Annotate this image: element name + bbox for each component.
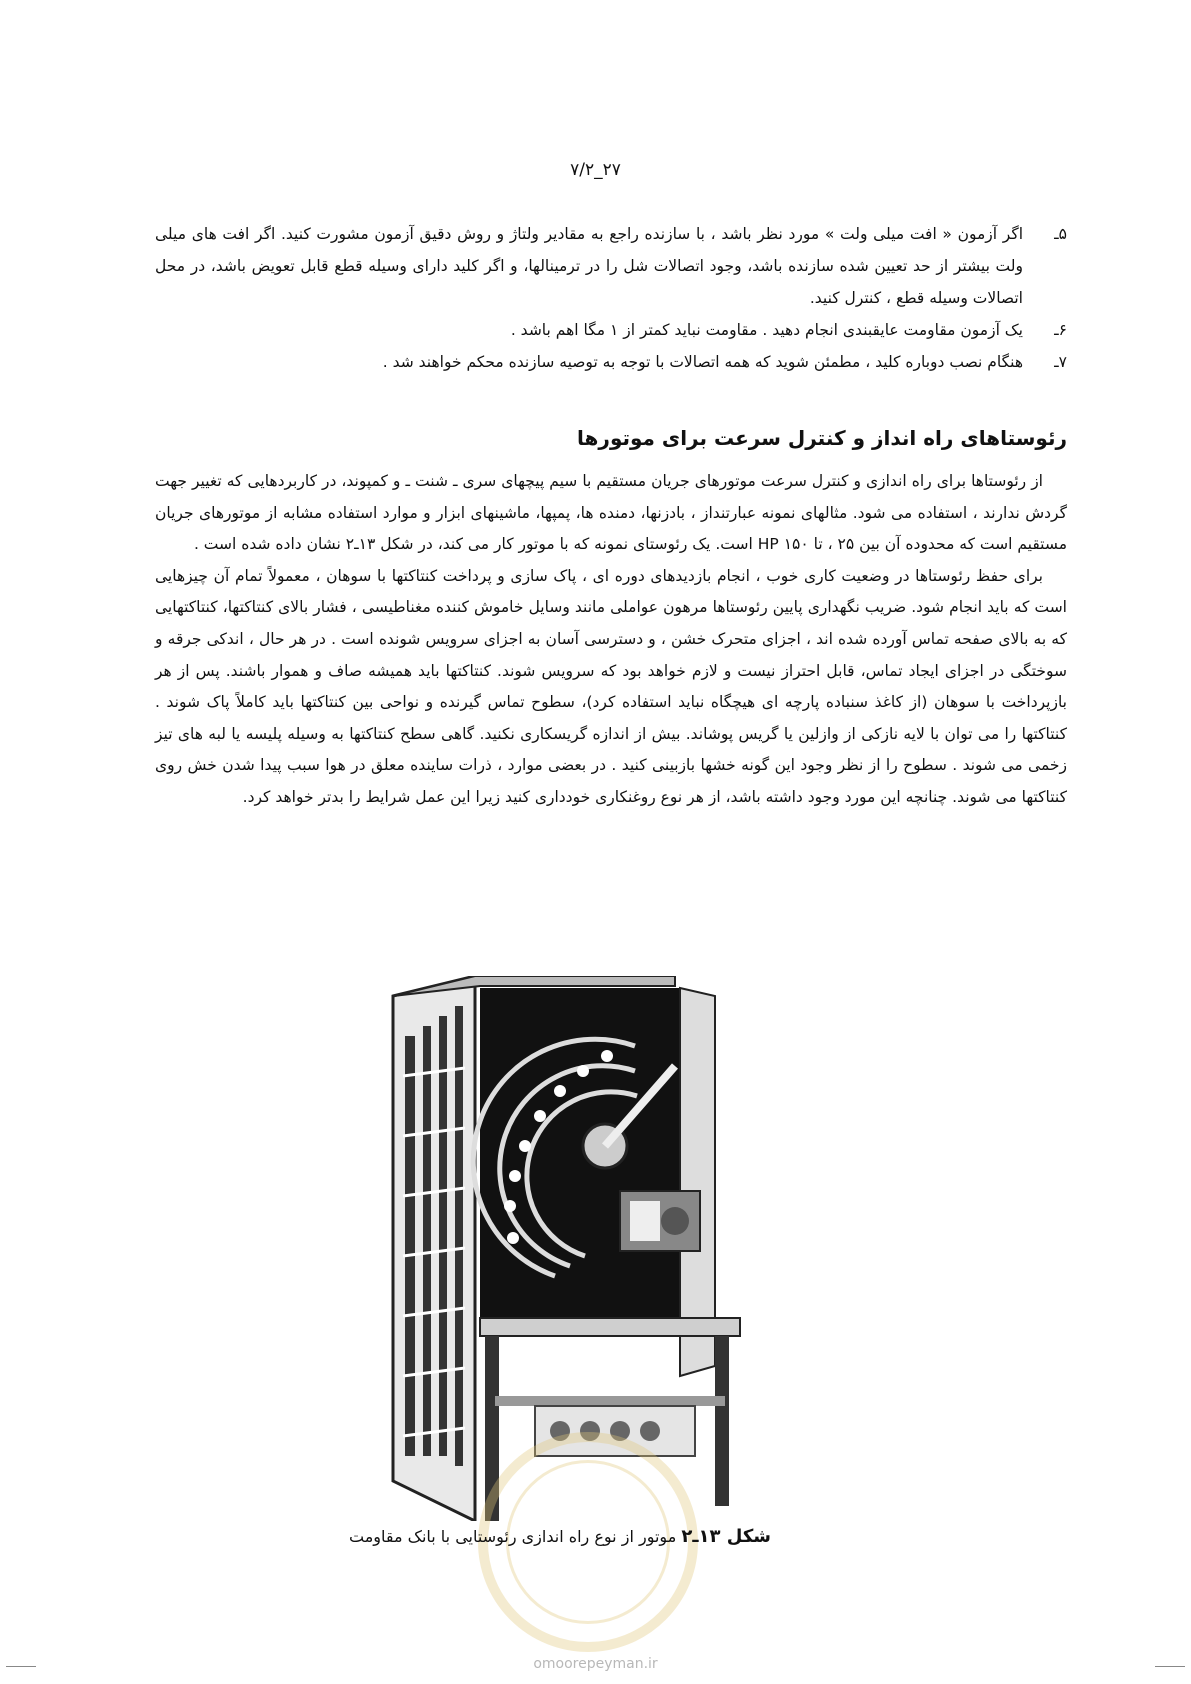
page-number: ۷/۲_۲۷: [570, 160, 621, 180]
list-item-text: هنگام نصب دوباره کلید ، مطمئن شوید که همه اتصالات با توجه به توصیه سازنده محکم خواهند شد .: [382, 353, 1023, 371]
right-edge-mark: [1155, 1666, 1185, 1667]
numbered-list: [155, 218, 1067, 378]
footer-site-label: omoorepeyman.ir: [533, 1656, 658, 1672]
figure-caption: [250, 1526, 870, 1547]
list-item-number: ۷ـ: [1054, 353, 1067, 371]
left-edge-mark: [6, 1666, 36, 1667]
paragraph: از رئوستاها برای راه اندازی و کنترل سرعت موتورهای جریان مستقیم با سیم پیچهای سری ـ شنت ـ و کمپوند، در کاربردهایی که تغییر جهت گردش ندارند ، استفاده می شود. مثالهای نمونه عبارتنداز ، بادزنها، دمنده ها، پمپها، ماشینهای ابزار و موارد استفاده مشابه از موتورهای جریان مستقیم است که محدوده آن بین ۲۵ ، تا ۱۵۰ HP است. یک رئوستای نمونه که با موتور کار می کند، در شکل ۱۳ـ۲ نشان داده شده است .: [155, 472, 1067, 554]
list-item: [155, 314, 1067, 346]
list-item-number: ۶ـ: [1054, 321, 1067, 339]
list-item-text: اگر آزمون « افت میلی ولت » مورد نظر باشد ، با سازنده راجع به مقادیر ولتاژ و روش دقیق آزمون مشورت کنید. اگر افت های میلی ولت بیشتر از حد تعیین شده سازنده باشد، وجود اتصالات شل را در ترمینالها، و اگر کلید دارای وسیله قطع قابل تعویض باشد، در محل اتصالات وسیله قطع ، کنترل کنید.: [155, 225, 1023, 307]
paragraph: برای حفظ رئوستاها در وضعیت کاری خوب ، انجام بازدیدهای دوره ای ، پاک سازی و پرداخت کنتاکتها با سوهان ، معمولاً تمام آن چیزهایی است که باید انجام شود. ضریب نگهداری پایین رئوستاها مرهون عواملی مانند وسایل خاموش کننده مغناطیسی ، فشار بالای کنتاکتها، کنتاکتهایی که به بالای صفحه تماس آورده شده اند ، اجزای متحرک خشن ، و دسترسی آسان به اجزای سرویس شونده است . در هر حال ، اندکی جرقه و سوختگی در اجزای ایجاد تماس، قابل احتراز نیست و لازم خواهد بود که سرویس شوند. کنتاکتها باید همیشه صاف و هموار باشند. پس از هر بازپرداخت با سوهان (از کاغذ سنباده پارچه ای هیچگاه نباید استفاده کرد)، سطوح تماس گیرنده و نواحی بین کنتاکتها باید کاملاً پاک شوند . کنتاکتها را می توان با لایه نازکی از وازلین یا گریس پوشاند. بیش از اندازه گریسکاری نکنید. گاهی سطح کنتاکتها به وسیله پلیسه یا لبه های تیز زخمی می شوند . سطوح را از نظر وجود این گونه خشها بازبینی کنید . در بعضی موارد ، ذرات ساینده معلق در هوا سبب پیدا شدن خش روی کنتاکتها می شوند. چنانچه این مورد وجود داشته باشد، از هر نوع روغنکاری خودداری کنید زیرا این عمل شرایط را بدتر خواهد کرد.: [155, 566, 1067, 806]
list-item-number: ۵ـ: [1054, 225, 1067, 243]
list-item-text: یک آزمون مقاومت عایقبندی انجام دهید . مقاومت نباید کمتر از ۱ مگا اهم باشد .: [510, 321, 1023, 339]
figure-caption-label: شکل ۱۳ـ۲: [681, 1526, 772, 1547]
section-title: رئوستاهای راه انداز و کنترل سرعت برای موتورها: [577, 426, 1067, 450]
figure-caption-text: موتور از نوع راه اندازی رئوستایی با بانک مقاومت: [348, 1527, 677, 1546]
body-text: [155, 466, 1067, 814]
list-item: [155, 346, 1067, 378]
list-item: [155, 218, 1067, 314]
